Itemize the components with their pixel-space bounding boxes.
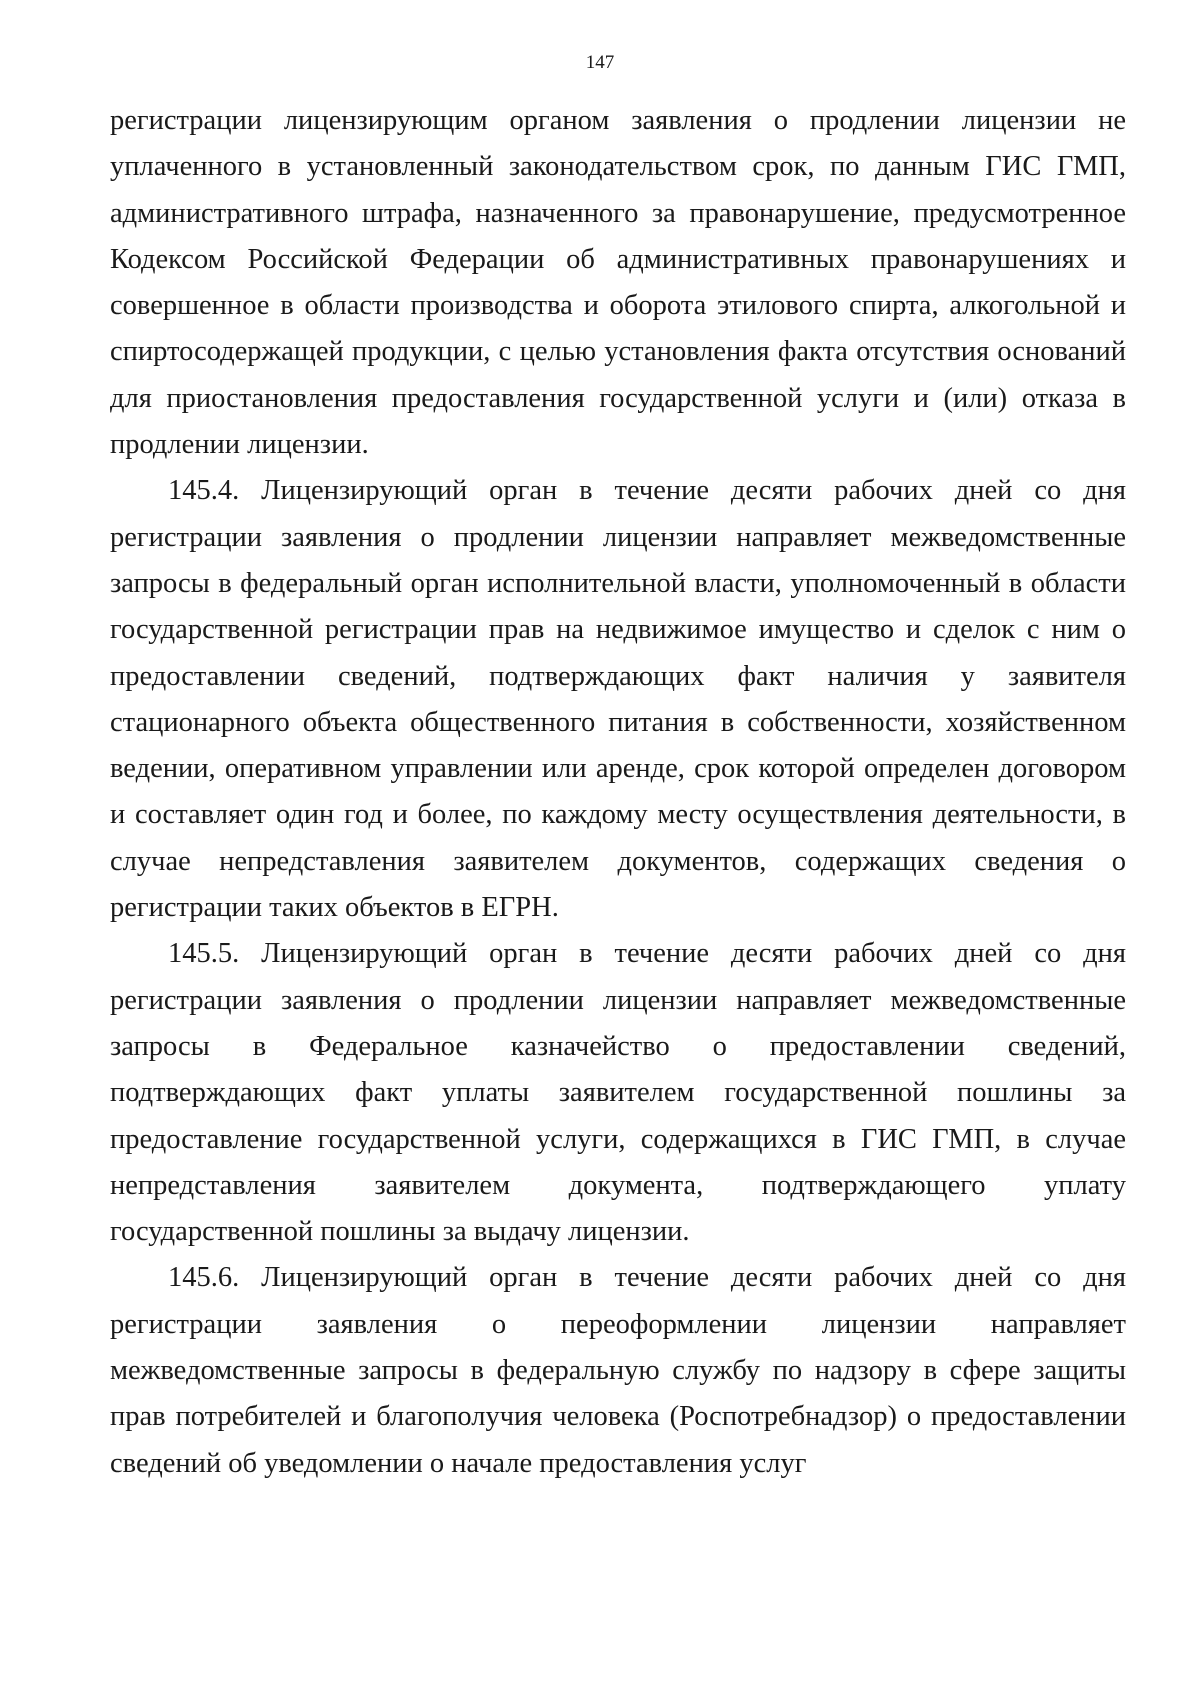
paragraph-145-4: 145.4. Лицензирующий орган в течение десяти рабочих дней со дня регистрации заявления о продлении лицензии направляет межведомственные запросы в федеральный орган исполнительной власти, уполномоченный в области государственной регистрации прав на недвижимое имущество и сделок с ним о предоставлении сведений, подтверждающих факт наличия у заявителя стационарного объекта общественного питания в собственности, хозяйственном ведении, оперативном управлении или аренде, срок которой определен договором и составляет один год и более, по каждому месту осуществления деятельности, в случае непредставления заявителем документов, содержащих сведения о регистрации таких объектов в ЕГРН. xyxy=(110,475,1126,924)
document-body xyxy=(110,98,1126,1487)
paragraph-continuation: регистрации лицензирующим органом заявления о продлении лицензии не уплаченного в установленный законодательством срок, по данным ГИС ГМП, административного штрафа, назначенного за правонарушение, предусмотренное Кодексом Российской Федерации об административных правонарушениях и совершенное в области производства и оборота этилового спирта, алкогольной и спиртосодержащей продукции, с целью установления факта отсутствия оснований для приостановления предоставления государственной услуги и (или) отказа в продлении лицензии. xyxy=(110,105,1126,461)
paragraph-145-5: 145.5. Лицензирующий орган в течение десяти рабочих дней со дня регистрации заявления о продлении лицензии направляет межведомственные запросы в Федеральное казначейство о предоставлении сведений, подтверждающих факт уплаты заявителем государственной пошлины за предоставление государственной услуги, содержащихся в ГИС ГМП, в случае непредставления заявителем документа, подтверждающего уплату государственной пошлины за выдачу лицензии. xyxy=(110,938,1126,1248)
page-number: 147 xyxy=(585,52,615,73)
paragraph-145-6: 145.6. Лицензирующий орган в течение десяти рабочих дней со дня регистрации заявления о переоформлении лицензии направляет межведомственные запросы в федеральную службу по надзору в сфере защиты прав потребителей и благополучия человека (Роспотребнадзор) о предоставлении сведений об уведомлении о начале предоставления услуг xyxy=(110,1262,1126,1479)
